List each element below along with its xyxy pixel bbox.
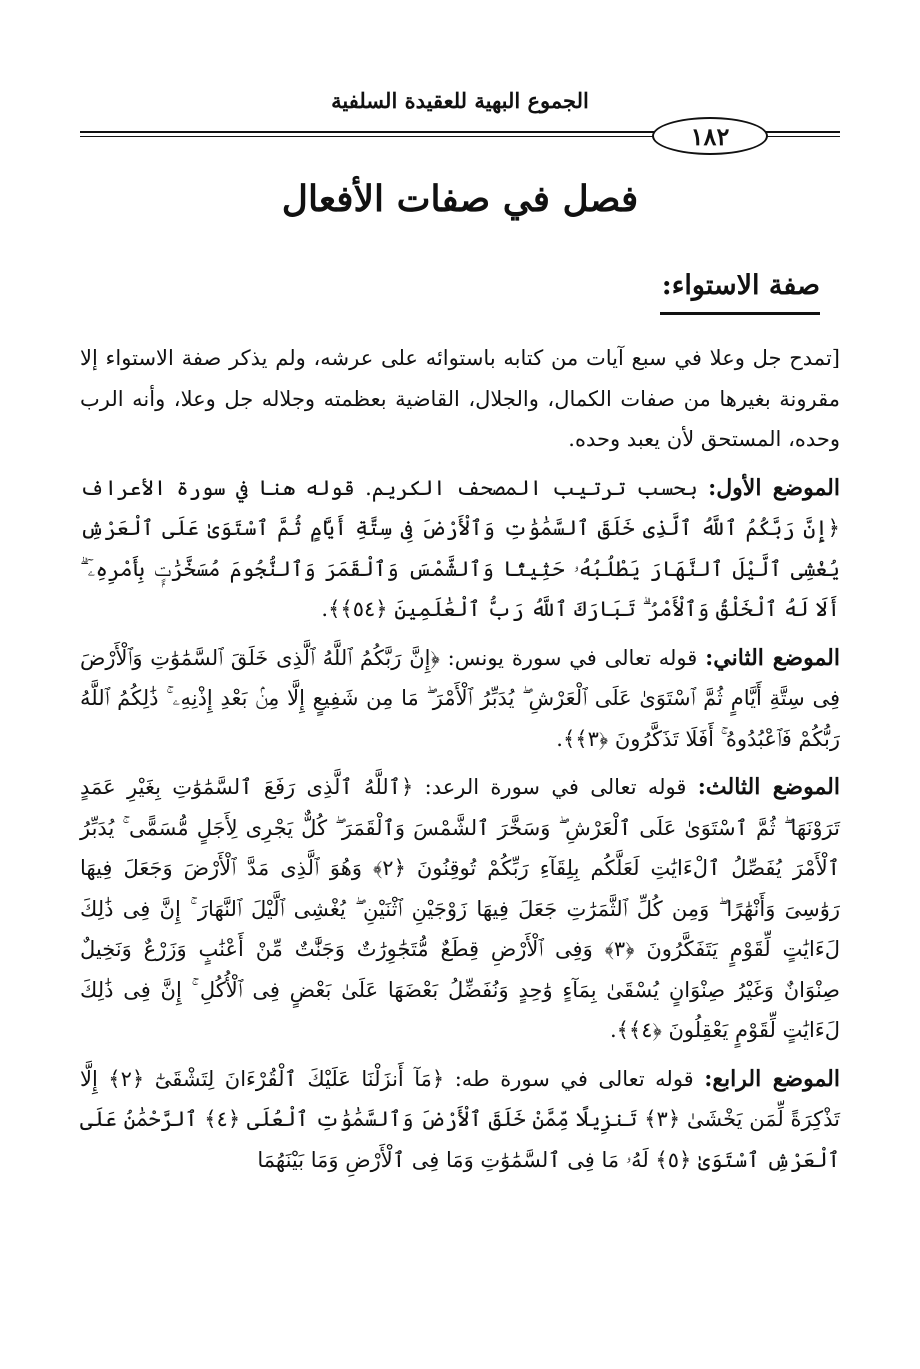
paragraph-label: الموضع الثالث:: [697, 774, 840, 800]
paragraph-label: الموضع الثاني:: [705, 644, 841, 671]
paragraph-third-occurrence: [80, 767, 840, 1051]
paragraph-text: قوله تعالى في سورة يونس:: [439, 645, 706, 670]
page-number-badge: [652, 117, 768, 155]
intro-paragraph: [تمدح جل وعلا في سبع آيات من كتابه باستوائه على عرشه، ولم يذكر صفة الاستواء إلا مقرونة بغيرها من صفات الكمال، والجلال، القاضية بعظمته وجلاله جل وعلا، وأنه الرب وحده، المستحق لأن يعبد وحده.: [80, 346, 840, 451]
section-title: صفة الاستواء:: [661, 270, 820, 301]
quran-verse: ﴿ٱللَّهُ ٱلَّذِى رَفَعَ ٱلسَّمَٰوَٰتِ بِغَيْرِ عَمَدٍ تَرَوْنَهَا ۖ ثُمَّ ٱسْتَوَىٰ عَلَى ٱلْعَرْشِ ۖ وَسَخَّرَ ٱلشَّمْسَ وَٱلْقَمَرَ ۖ كُلٌّ يَجْرِى لِأَجَلٍ مُّسَمًّى ۚ يُدَبِّرُ ٱلْأَمْرَ يُفَصِّلُ ٱلْءَايَٰتِ لَعَلَّكُم بِلِقَآءِ رَبِّكُمْ تُوقِنُونَ ﴿٢﴾ وَهُوَ ٱلَّذِى مَدَّ ٱلْأَرْضَ وَجَعَلَ فِيهَا رَوَٰسِىَ وَأَنْهَٰرًا ۖ وَمِن كُلِّ ٱلثَّمَرَٰتِ جَعَلَ فِيهَا زَوْجَيْنِ ٱثْنَيْنِ ۖ يُغْشِى ٱلَّيْلَ ٱلنَّهَارَ ۚ إِنَّ فِى ذَٰلِكَ لَءَايَٰتٍ لِّقَوْمٍ يَتَفَكَّرُونَ ﴿٣﴾ وَفِى ٱلْأَرْضِ قِطَعٌ مُّتَجَٰوِرَٰتٌ وَجَنَّٰتٌ مِّنْ أَعْنَٰبٍ وَزَرْعٌ وَنَخِيلٌ صِنْوَانٌ وَغَيْرُ صِنْوَانٍ يُسْقَىٰ بِمَآءٍ وَٰحِدٍ وَنُفَضِّلُ بَعْضَهَا عَلَىٰ بَعْضٍ فِى ٱلْأُكُلِ ۚ إِنَّ فِى ذَٰلِكَ لَءَايَٰتٍ لِّقَوْمٍ يَعْقِلُونَ ﴿٤﴾﴾.: [80, 775, 840, 1042]
page-number: ١٨٢: [690, 121, 730, 151]
paragraph-label: الموضع الأول:: [708, 474, 840, 501]
paragraph-second-occurrence: [80, 638, 840, 760]
paragraph-text: بحسب ترتيب المصحف الكريم. قوله هنا في سورة الأعراف: [80, 475, 709, 500]
chapter-title: فصل في صفات الأفعال: [281, 178, 639, 220]
paragraph-first-occurrence: [80, 468, 840, 630]
body-text: [80, 338, 840, 1188]
running-header-title: الجموع البهية للعقيدة السلفية: [331, 88, 589, 113]
paragraph-label: الموضع الرابع:: [704, 1065, 840, 1092]
paragraph-text: قوله تعالى في سورة الرعد:: [413, 775, 698, 799]
paragraph-fourth-occurrence: [80, 1059, 840, 1181]
paragraph-text: قوله تعالى في سورة طه:: [444, 1066, 705, 1091]
quran-verse: ﴿إِنَّ رَبَّكُمُ ٱللَّهُ ٱلَّذِى خَلَقَ ٱلسَّمَٰوَٰتِ وَٱلْأَرْضَ فِى سِتَّةِ أَيَّامٍ ثُمَّ ٱسْتَوَىٰ عَلَى ٱلْعَرْشِ يُغْشِى ٱلَّيْلَ ٱلنَّهَارَ يَطْلُبُهُۥ حَثِيثًا وَٱلشَّمْسَ وَٱلْقَمَرَ وَٱلنُّجُومَ مُسَخَّرَٰتٍۭ بِأَمْرِهِۦٓ ۗ أَلَا لَهُ ٱلْخَلْقُ وَٱلْأَمْرُ ۗ تَبَارَكَ ٱللَّهُ رَبُّ ٱلْعَٰلَمِينَ ﴿٥٤﴾﴾.: [80, 516, 840, 621]
section-title-underline: [660, 312, 820, 315]
quran-verse: ﴿مَآ أَنزَلْنَا عَلَيْكَ ٱلْقُرْءَانَ لِتَشْقَىٰٓ ﴿٢﴾ إِلَّا تَذْكِرَةً لِّمَن يَخْشَىٰ ﴿٣﴾ تَنزِيلًا مِّمَّنْ خَلَقَ ٱلْأَرْضَ وَٱلسَّمَٰوَٰتِ ٱلْعُلَى ﴿٤﴾ ٱلرَّحْمَٰنُ عَلَى ٱلْعَرْشِ ٱسْتَوَىٰ ﴿٥﴾ لَهُۥ مَا فِى ٱلسَّمَٰوَٰتِ وَمَا فِى ٱلْأَرْضِ وَمَا بَيْنَهُمَا: [80, 1066, 840, 1172]
quran-verse: ﴿إِنَّ رَبَّكُمُ ٱللَّهُ ٱلَّذِى خَلَقَ ٱلسَّمَٰوَٰتِ وَٱلْأَرْضَ فِى سِتَّةِ أَيَّامٍ ثُمَّ ٱسْتَوَىٰ عَلَى ٱلْعَرْشِ ۖ يُدَبِّرُ ٱلْأَمْرَ ۖ مَا مِن شَفِيعٍ إِلَّا مِنۢ بَعْدِ إِذْنِهِۦ ۚ ذَٰلِكُمُ ٱللَّهُ رَبُّكُمْ فَٱعْبُدُوهُ ۚ أَفَلَا تَذَكَّرُونَ ﴿٣﴾﴾.: [80, 645, 840, 751]
